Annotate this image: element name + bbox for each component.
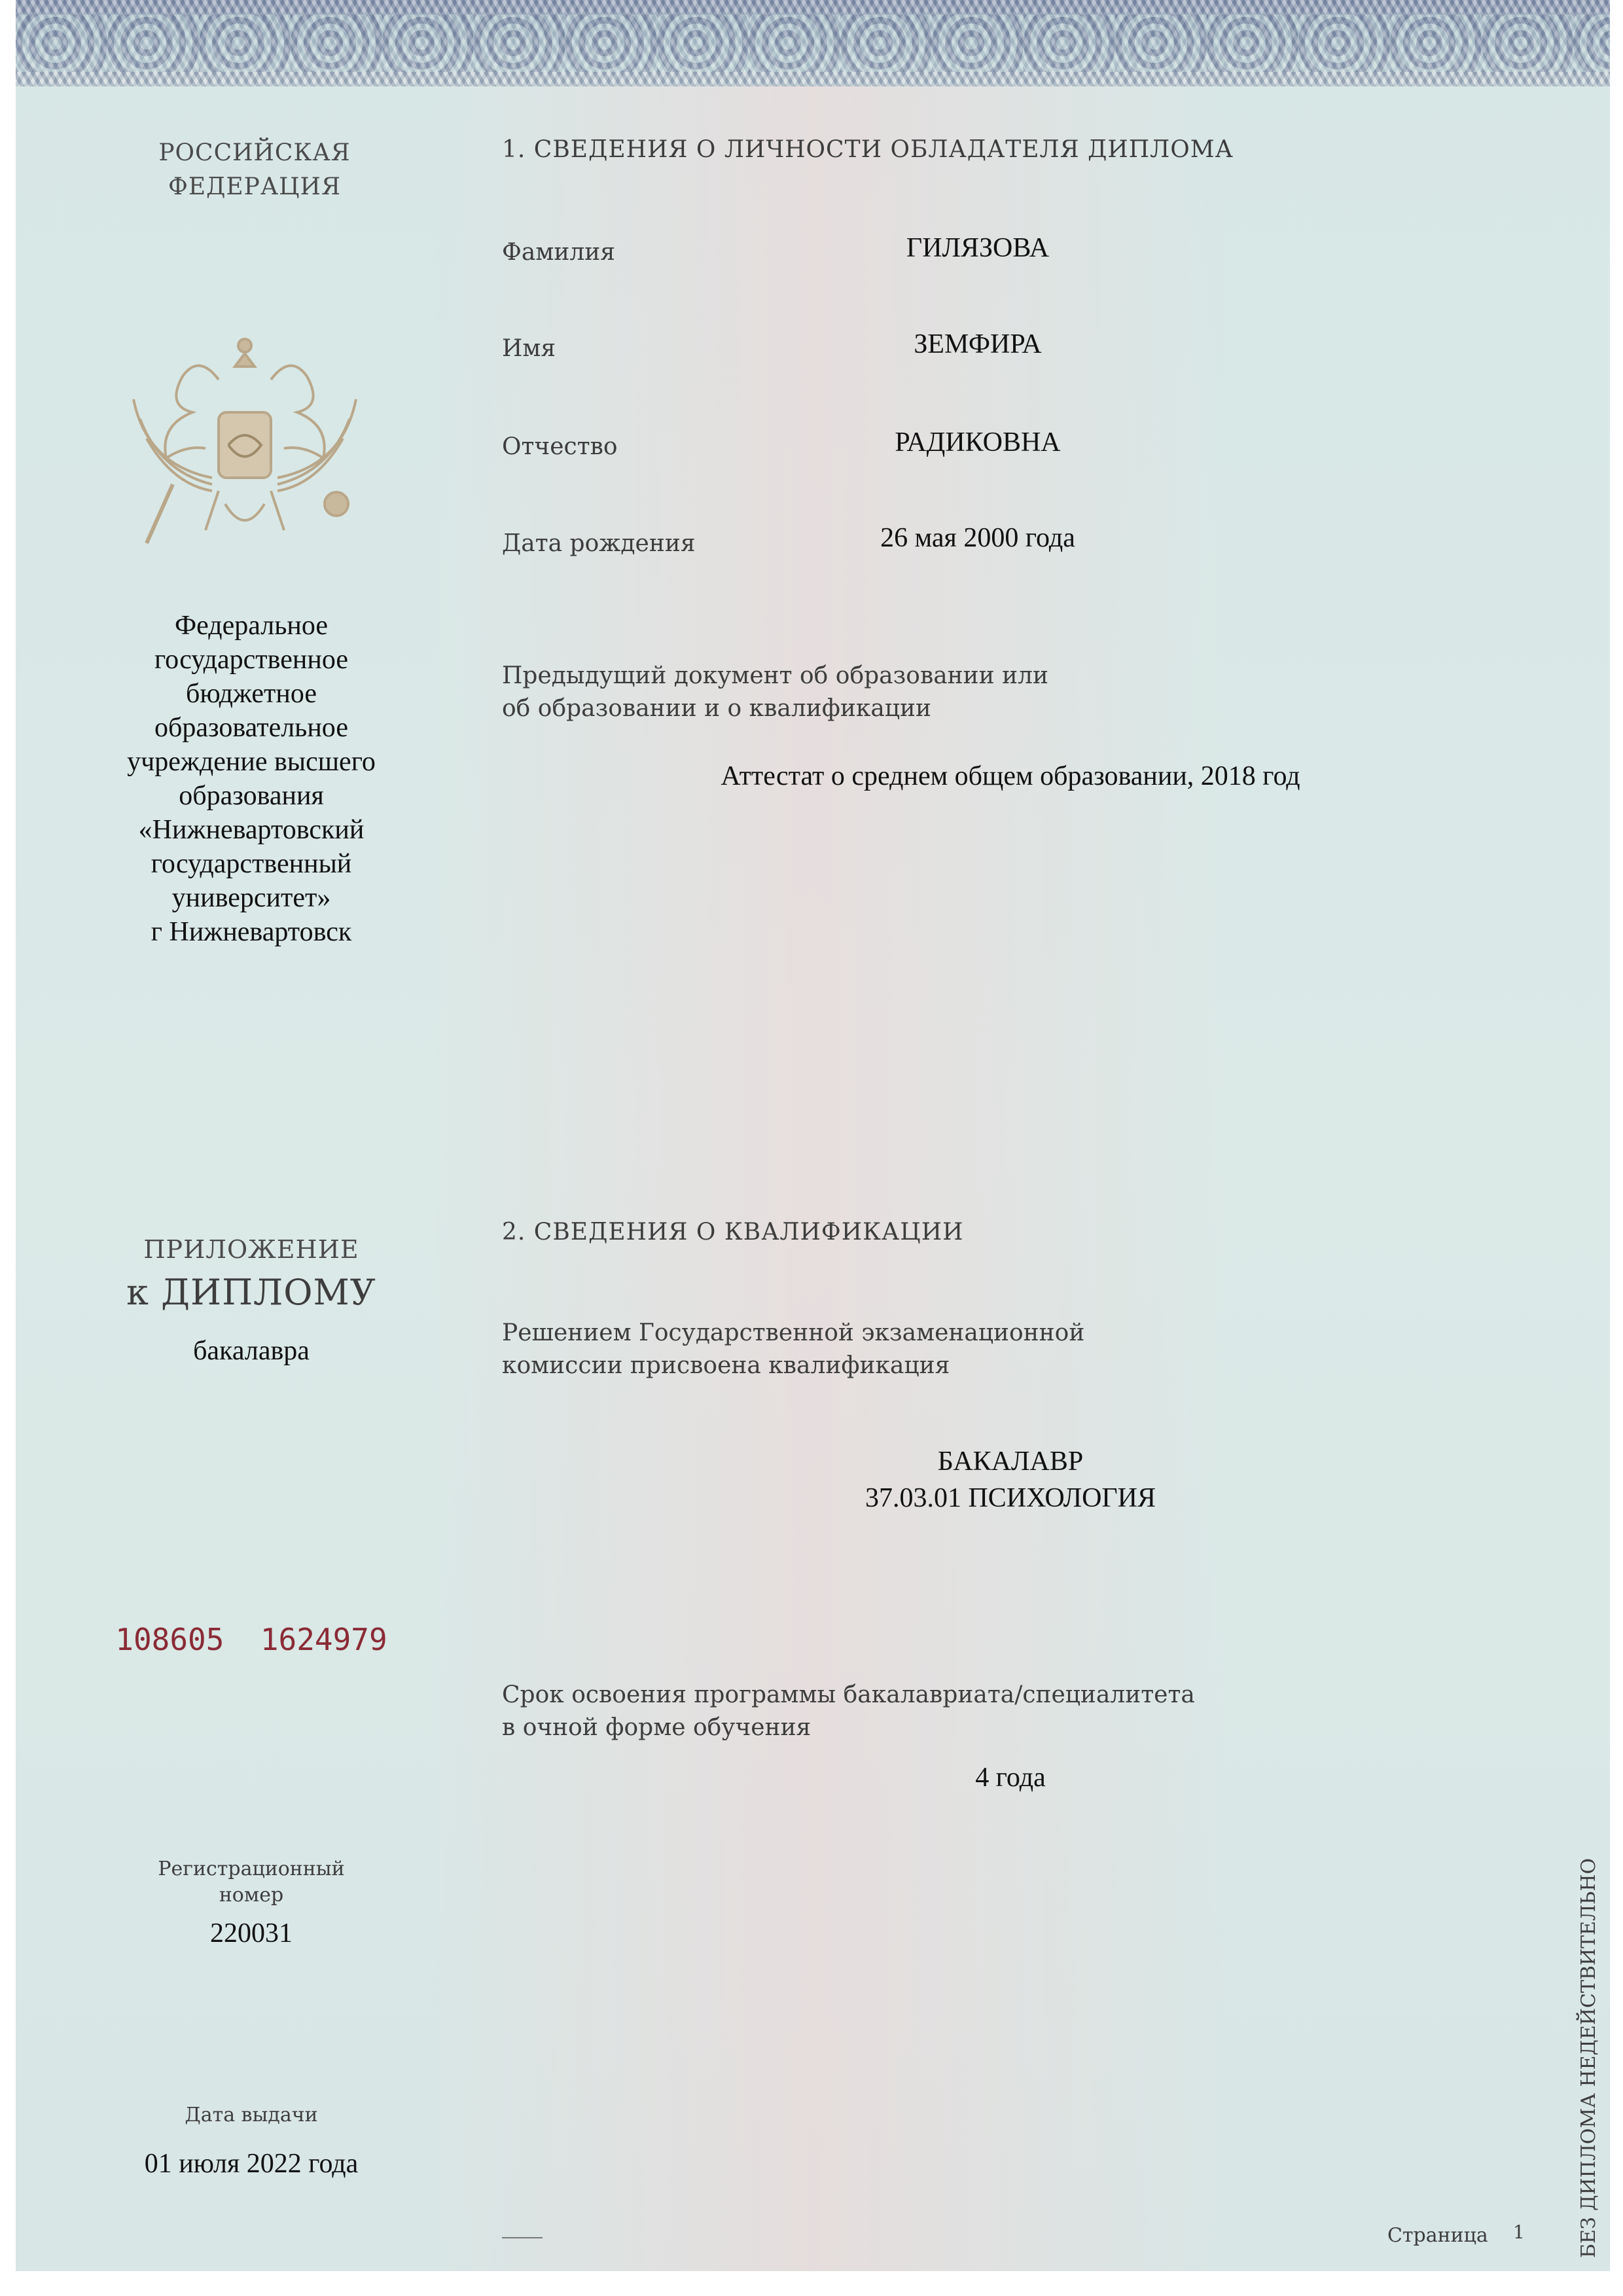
institution-line: Федеральное bbox=[174, 611, 329, 641]
institution-line: бюджетное bbox=[185, 679, 317, 709]
qualification-decision-line1: Решением Государственной экзаменационной bbox=[502, 1319, 1085, 1346]
surname-value: ГИЛЯЗОВА bbox=[906, 233, 1050, 263]
institution-name bbox=[88, 609, 415, 949]
guilloche-border bbox=[16, 0, 1610, 86]
issue-date-label: Дата выдачи bbox=[185, 2104, 318, 2126]
diploma-supplement-page bbox=[16, 0, 1610, 2271]
patronymic-value: РАДИКОВНА bbox=[895, 427, 1061, 457]
institution-line: г Нижневартовск bbox=[151, 917, 352, 947]
registration-label bbox=[88, 1856, 415, 1909]
institution-line: учреждение высшего bbox=[127, 747, 376, 777]
qualification-decision-line2: комиссии присвоена квалификация bbox=[502, 1352, 950, 1379]
serial-number: 108605 1624979 bbox=[115, 1622, 387, 1657]
supplement-line1: ПРИЛОЖЕНИЕ bbox=[143, 1235, 359, 1264]
country-name bbox=[101, 136, 408, 204]
validity-note: БЕЗ ДИПЛОМА НЕДЕЙСТВИТЕЛЬНО bbox=[1577, 1857, 1600, 2258]
duration-value: 4 года bbox=[975, 1763, 1046, 1793]
country-line1: РОССИЙСКАЯ bbox=[158, 139, 351, 166]
institution-line: государственный bbox=[151, 849, 352, 879]
registration-label-line1: Регистрационный bbox=[158, 1857, 345, 1880]
surname-label: Фамилия bbox=[502, 239, 615, 266]
registration-number: 220031 bbox=[210, 1918, 293, 1948]
name-value: ЗЕМФИРА bbox=[914, 329, 1042, 359]
institution-line: образовательное bbox=[154, 713, 348, 743]
qualification-line1: БАКАЛАВР bbox=[937, 1446, 1084, 1477]
institution-line: университет» bbox=[171, 883, 331, 913]
institution-line: образования bbox=[179, 781, 324, 811]
section2-title: 2. СВЕДЕНИЯ О КВАЛИФИКАЦИИ bbox=[502, 1219, 964, 1246]
previous-document-label-line1: Предыдущий документ об образовании или bbox=[502, 662, 1048, 689]
previous-document-value: Аттестат о среднем общем образовании, 2018 год bbox=[721, 761, 1300, 791]
previous-document-label bbox=[502, 660, 1048, 725]
qualification-decision bbox=[502, 1317, 1084, 1382]
page-number: 1 bbox=[1513, 2221, 1525, 2243]
name-label: Имя bbox=[502, 335, 556, 362]
supplement-line2: к ДИПЛОМУ bbox=[126, 1272, 376, 1313]
duration-label-line1: Срок освоения программы бакалавриата/специалитета bbox=[502, 1681, 1195, 1708]
qualification-line2: 37.03.01 ПСИХОЛОГИЯ bbox=[865, 1483, 1156, 1513]
page-label: Страница bbox=[1387, 2224, 1488, 2247]
footer-divider bbox=[502, 2237, 543, 2238]
institution-line: государственное bbox=[154, 645, 348, 675]
country-line2: ФЕДЕРАЦИЯ bbox=[168, 173, 342, 200]
birthdate-label: Дата рождения bbox=[502, 530, 696, 557]
degree-title: бакалавра bbox=[193, 1336, 310, 1366]
duration-label bbox=[502, 1679, 1195, 1744]
institution-line: «Нижневартовский bbox=[138, 815, 365, 845]
previous-document-label-line2: об образовании и о квалификации bbox=[502, 695, 932, 722]
russian-coat-of-arms-icon bbox=[120, 314, 369, 563]
patronymic-label: Отчество bbox=[502, 433, 618, 460]
section1-title: 1. СВЕДЕНИЯ О ЛИЧНОСТИ ОБЛАДАТЕЛЯ ДИПЛОМА bbox=[502, 136, 1234, 163]
issue-date: 01 июля 2022 года bbox=[144, 2149, 359, 2179]
birthdate-value: 26 мая 2000 года bbox=[880, 523, 1075, 553]
duration-label-line2: в очной форме обучения bbox=[502, 1714, 812, 1741]
qualification-value bbox=[749, 1443, 1272, 1516]
registration-label-line2: номер bbox=[219, 1884, 284, 1907]
